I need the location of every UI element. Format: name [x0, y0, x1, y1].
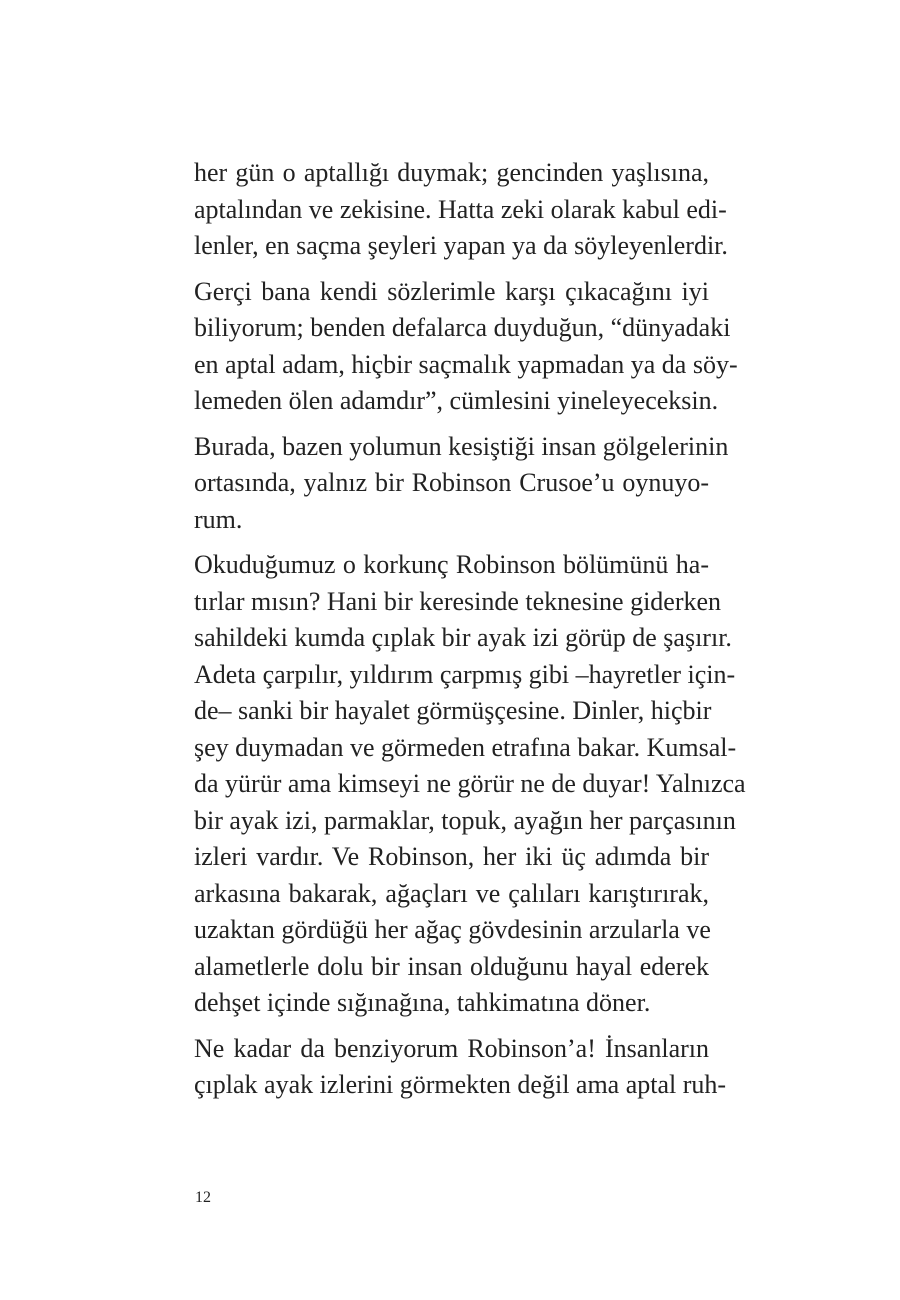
text-line: lenler, en saçma şeyleri yapan ya da söyleyenlerdir.	[194, 231, 728, 260]
text-line: alametlerle dolu bir insan olduğunu hayal ederek	[194, 951, 709, 981]
paragraph-2	[194, 274, 738, 420]
paragraph-3	[194, 429, 729, 539]
text-line: Ne kadar da benziyorum Robinson’a! İnsanların	[194, 1033, 709, 1063]
page-number: 12	[195, 1189, 211, 1206]
text-line: aptalından ve zekisine. Hatta zeki olarak kabul edi-	[194, 194, 727, 224]
text-line: ortasında, yalnız bir Robinson Crusoe’u oynuyo-	[194, 468, 709, 497]
text-line: çıplak ayak izlerini görmekten değil ama aptal ruh-	[194, 1070, 727, 1099]
text-line: Okuduğumuz o korkunç Robinson bölümünü ha-	[194, 550, 709, 579]
text-line: arkasına bakarak, ağaçları ve çalıları karıştırırak,	[194, 878, 709, 908]
text-line: tırlar mısın? Hani bir keresinde teknesine giderken	[194, 586, 722, 616]
text-line: Burada, bazen yolumun kesiştiği insan gölgelerinin	[194, 431, 729, 461]
text-line: Adeta çarpılır, yıldırım çarpmış gibi –hayretler için-	[194, 659, 736, 689]
text-line: bir ayak izi, parmaklar, topuk, ayağın her parçasının	[194, 805, 736, 835]
text-line: uzaktan gördüğü her ağaç gövdesinin arzularla ve	[194, 915, 711, 944]
text-line: dehşet içinde sığınağına, tahkimatına döner.	[194, 988, 651, 1017]
text-line: en aptal adam, hiçbir saçmalık yapmadan ya da söy-	[194, 349, 738, 379]
paragraph-5	[194, 1031, 727, 1104]
text-line: Gerçi bana kendi sözlerimle karşı çıkacağını iyi	[194, 276, 709, 306]
text-line: her gün o aptallığı duymak; gencinden yaşlısına,	[194, 158, 709, 187]
text-line: şey duymadan ve görmeden etrafına bakar. Kumsal-	[194, 732, 737, 762]
text-line: izleri vardır. Ve Robinson, her iki üç adımda bir	[194, 842, 709, 871]
text-line: da yürür ama kimseyi ne görür ne de duyar! Yalnızca	[194, 769, 746, 798]
body-text	[194, 155, 746, 1113]
text-line: biliyorum; benden defalarca duyduğun, “dünyadaki	[194, 313, 731, 342]
text-line: lemeden ölen adamdır”, cümlesini yineleyeceksin.	[194, 386, 719, 415]
text-line: rum.	[194, 504, 243, 534]
paragraph-1	[194, 155, 728, 265]
paragraph-4	[194, 547, 746, 1022]
text-line: sahildeki kumda çıplak bir ayak izi görüp de şaşırır.	[194, 623, 732, 652]
text-line: de– sanki bir hayalet görmüşçesine. Dinler, hiçbir	[194, 696, 712, 725]
